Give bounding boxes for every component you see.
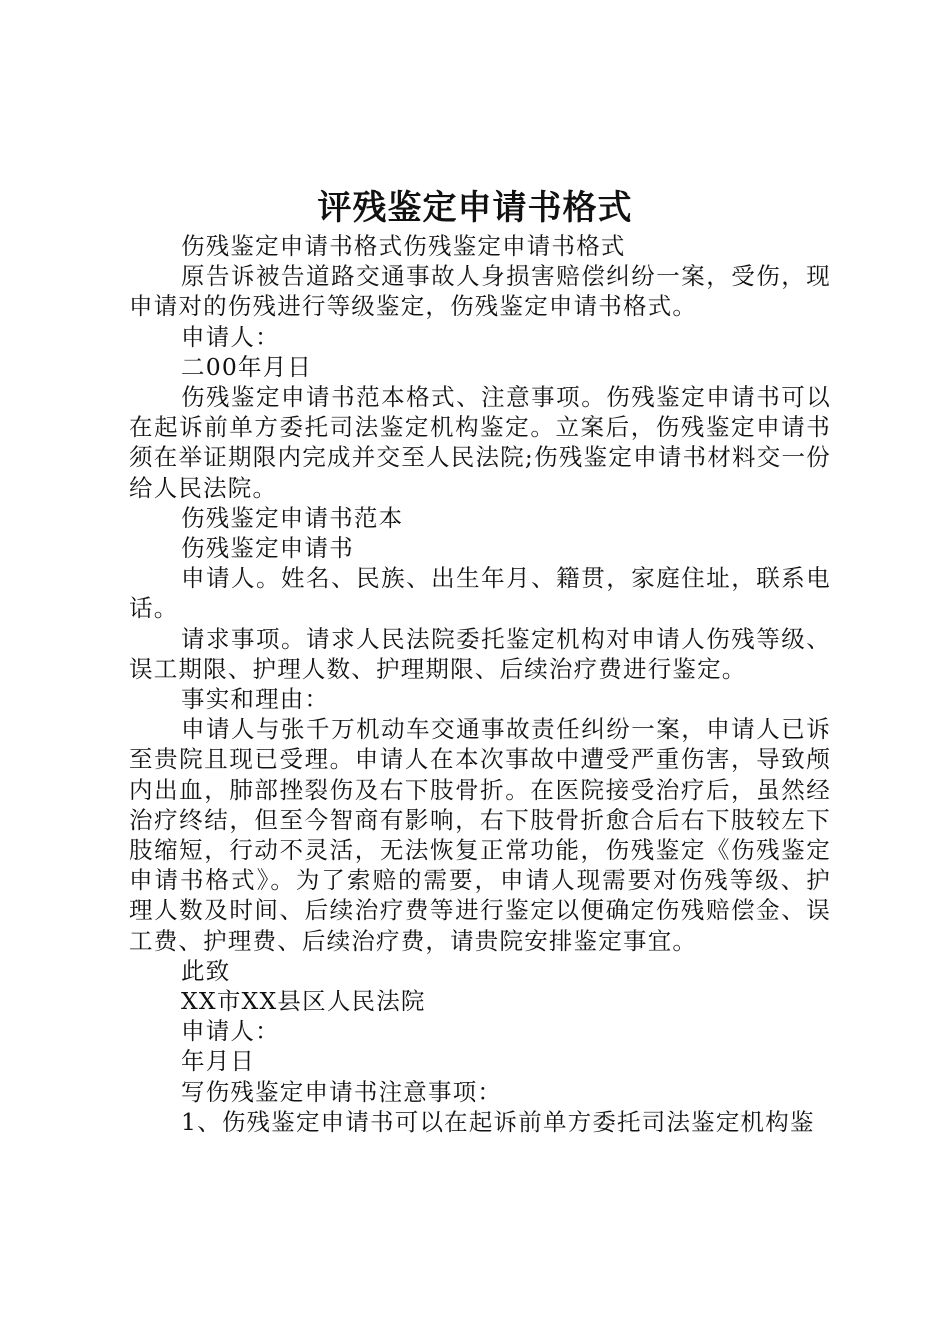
applicant-line: 申请人：	[181, 1017, 280, 1046]
paragraph: 1、伤残鉴定申请书可以在起诉前单方委托司法鉴定机构鉴	[181, 1107, 815, 1136]
recipient-line: XX市XX县区人民法院	[181, 987, 426, 1016]
date-line: 年月日	[181, 1047, 256, 1076]
paragraph: 申请人。姓名、民族、出生年月、籍贯，家庭住址，联系电话。	[129, 564, 831, 623]
paragraph: 请求事项。请求人民法院委托鉴定机构对申请人伤残等级、误工期限、护理人数、护理期限、后续治疗费进行鉴定。	[129, 624, 831, 683]
paragraph: 写伤残鉴定申请书注意事项：	[181, 1077, 503, 1106]
paragraph: 原告诉被告道路交通事故人身损害赔偿纠纷一案，受伤，现申请对的伤残进行等级鉴定，伤残鉴定申请书格式。	[129, 262, 831, 321]
document-body	[129, 231, 831, 1137]
paragraph: 事实和理由：	[181, 685, 330, 714]
paragraph: 伤残鉴定申请书	[181, 534, 354, 563]
paragraph: 申请人：	[181, 322, 280, 351]
document-title: 评残鉴定申请书格式	[317, 188, 633, 228]
paragraph: 伤残鉴定申请书范本	[181, 503, 404, 532]
paragraph: 伤残鉴定申请书范本格式、注意事项。伤残鉴定申请书可以在起诉前单方委托司法鉴定机构鉴定。立案后，伤残鉴定申请书须在举证期限内完成并交至人民法院;伤残鉴定申请书材料交一份给人民法院。	[129, 383, 831, 502]
paragraph: 申请人与张千万机动车交通事故责任纠纷一案，申请人已诉至贵院且现已受理。申请人在本次事故中遭受严重伤害，导致颅内出血，肺部挫裂伤及右下肢骨折。在医院接受治疗后，虽然经治疗终结，但至今智商有影响，右下肢骨折愈合后右下肢较左下肢缩短，行动不灵活，无法恢复正常功能，伤残鉴定《伤残鉴定申请书格式》。为了索赔的需要，申请人现需要对伤残等级、护理人数及时间、后续治疗费等进行鉴定以便确定伤残赔偿金、误工费、护理费、后续治疗费，请贵院安排鉴定事宜。	[129, 715, 831, 955]
paragraph: 此致	[181, 956, 231, 985]
paragraph: 伤残鉴定申请书格式伤残鉴定申请书格式	[181, 232, 626, 260]
date-line: 二00年月日	[181, 352, 313, 381]
